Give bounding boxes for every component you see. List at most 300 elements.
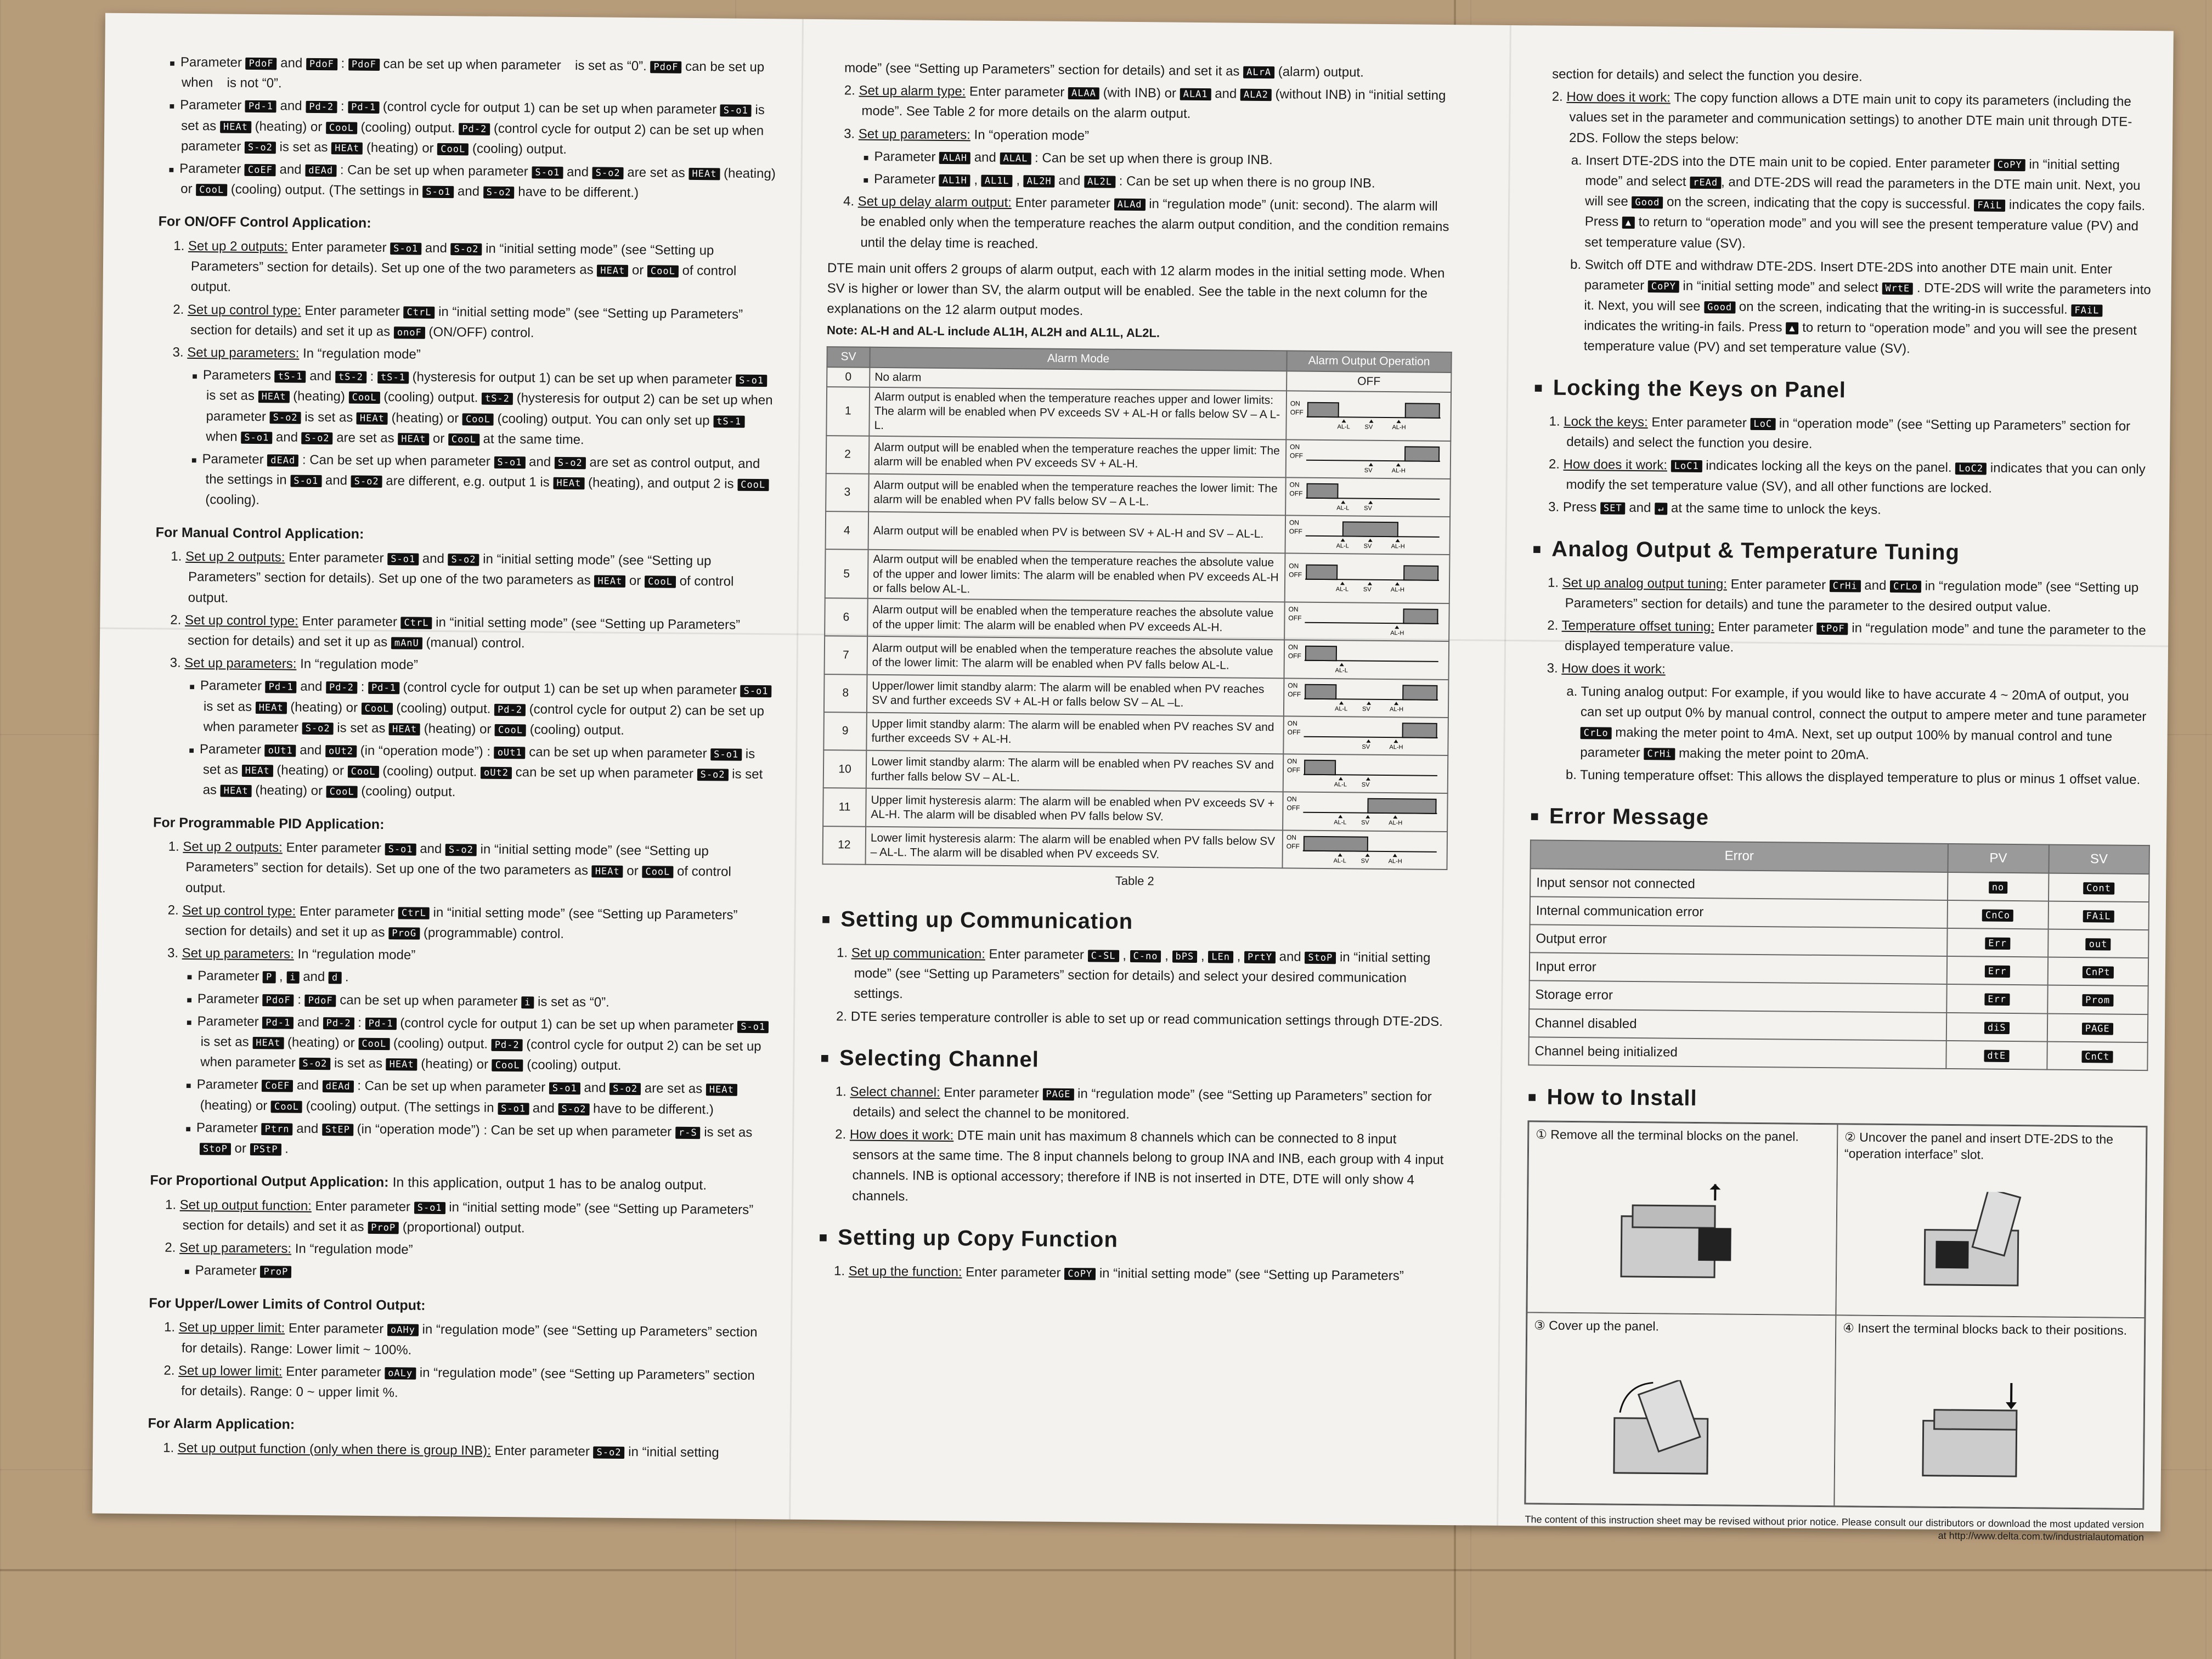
alarm-output-diagram bbox=[1285, 794, 1439, 826]
lcd-parameter-code: HEAt bbox=[256, 702, 287, 714]
lcd-parameter-code: CtrL bbox=[403, 306, 435, 318]
controller-illustration bbox=[1914, 1191, 2046, 1296]
lcd-parameter-code: d bbox=[329, 972, 341, 984]
alarm-steps bbox=[148, 1437, 768, 1463]
lcd-parameter-code: StoP bbox=[200, 1143, 231, 1155]
step-heading: How does it work: bbox=[1566, 89, 1671, 105]
lcd-parameter-code: Pd-2 bbox=[494, 703, 526, 715]
marker-label: AL-H bbox=[1389, 820, 1403, 826]
step-number: 1. bbox=[1549, 414, 1564, 429]
row-sv: 6 bbox=[825, 598, 868, 636]
error-name: Input error bbox=[1530, 953, 1947, 985]
numbered-step bbox=[1532, 658, 2152, 684]
marker bbox=[1338, 853, 1342, 856]
lcd-parameter-code: CoPY bbox=[1648, 280, 1679, 292]
lcd-parameter-code: CoPY bbox=[1994, 159, 2025, 171]
error-sv bbox=[2047, 957, 2148, 986]
marker-label: AL-H bbox=[1389, 743, 1403, 750]
lcd-parameter-code: FAiL bbox=[1974, 199, 2005, 211]
row-alarm-mode: Alarm output is enabled when the temperature reaches upper and lower limits: The alarm will be enabled when PV exceeds SV + AL-H or falls below SV – A L-L. bbox=[869, 387, 1286, 439]
lcd-display-code: Cont bbox=[2083, 882, 2114, 894]
step-heading: How does it work: bbox=[1563, 456, 1668, 473]
marker bbox=[1393, 740, 1398, 743]
table-row bbox=[823, 750, 1448, 793]
lcd-parameter-code: Pd-1 bbox=[348, 101, 379, 114]
lcd-parameter-code: ProG bbox=[388, 927, 420, 939]
lcd-display-code: out bbox=[2086, 938, 2111, 950]
lcd-parameter-code: S-o1 bbox=[720, 105, 752, 117]
step-heading: How does it work: bbox=[1561, 661, 1666, 677]
lcd-parameter-code: tS-1 bbox=[275, 371, 306, 383]
bullet-item: ■ Parameter Ptrn and StEP (in “operation mode”) : Can be set up when parameter r-S is set as StoP or PStP . bbox=[150, 1117, 771, 1163]
error-table-body bbox=[1528, 868, 2149, 1070]
on-label: ON bbox=[1289, 481, 1300, 489]
bullet-item: ■ Parameter oUt1 and oUt2 (in “operation mode”) : oUt1 can be set up when parameter S-o1 is set as HEAt (heating) or CooL (cooling) output. oUt2 can be set up when parameter S-o2 is set as HEAt (heating) or CooL (cooling) output. bbox=[153, 738, 774, 805]
error-name: Output error bbox=[1530, 924, 1947, 956]
lcd-parameter-code: r-S bbox=[675, 1126, 701, 1138]
table-caption: Table 2 bbox=[1115, 873, 1154, 888]
marker bbox=[1340, 663, 1344, 667]
row-alarm-mode: Upper/lower limit standby alarm: The alarm will be enabled when PV reaches SV and further exceeds SV + AL-H or falls below SV – AL –L. bbox=[867, 674, 1284, 716]
lcd-parameter-code: S-o2 bbox=[302, 432, 333, 444]
lcd-parameter-code: PAGE bbox=[1042, 1088, 1074, 1100]
lcd-display-code: CnCo bbox=[1982, 909, 2013, 921]
error-pv bbox=[1947, 928, 2048, 957]
marker-label: SV bbox=[1364, 505, 1372, 511]
row-alarm-mode: Lower limit hysteresis alarm: The alarm will be enabled when PV falls below SV – AL-L. The alarm will be disabled when PV exceeds SV. bbox=[866, 826, 1283, 868]
numbered-step: 2. DTE series temperature controller is able to set up or read communication settings through DTE-2DS. bbox=[836, 1008, 1443, 1029]
row-alarm-mode: Alarm output will be enabled when the temperature reaches the absolute value of the upper and lower limits: The alarm will be enabled when PV exceeds AL-H or falls below AL-L. bbox=[868, 550, 1285, 602]
manual-sub-bullets bbox=[153, 675, 774, 805]
section-analog-output: ■ Analog Output & Temperature Tuning bbox=[1532, 532, 2152, 571]
lcd-parameter-code: S-o1 bbox=[390, 242, 421, 255]
lcd-parameter-code: HEAt bbox=[689, 168, 720, 180]
off-label: OFF bbox=[1288, 614, 1302, 622]
table-row bbox=[826, 436, 1451, 479]
lcd-parameter-code: S-o2 bbox=[445, 844, 477, 856]
lcd-parameter-code: S-o1 bbox=[736, 375, 767, 387]
step-number: 3. bbox=[170, 655, 185, 671]
on-label: ON bbox=[1290, 399, 1300, 408]
lcd-parameter-code: S-o1 bbox=[414, 1201, 445, 1214]
lcd-parameter-code: Pd-2 bbox=[492, 1039, 523, 1051]
marker-label: AL-H bbox=[1391, 543, 1405, 549]
table-row bbox=[824, 674, 1449, 718]
lcd-parameter-code: PdoF bbox=[306, 58, 337, 70]
prop-steps bbox=[149, 1194, 770, 1263]
step-number: 2. bbox=[1551, 89, 1567, 105]
lcd-parameter-code: mAnU bbox=[391, 637, 422, 649]
step-number: 1. bbox=[833, 1263, 849, 1279]
step-number: 4. bbox=[843, 194, 858, 209]
numbered-step: b. Tuning temperature offset: This allows the displayed temperature to plus or minus 1 offset value. bbox=[1565, 768, 2141, 788]
lcd-parameter-code: dEAd bbox=[323, 1080, 354, 1092]
lcd-parameter-code: CoEF bbox=[245, 164, 276, 176]
marker-label: SV bbox=[1362, 743, 1370, 750]
numbered-step: 2. Set up control type: Enter parameter CtrL in “initial setting mode” (see “Setting up Parameters” section for details) and set it up as mAnU (manual) control. bbox=[170, 612, 741, 651]
marker bbox=[1395, 625, 1399, 629]
step-number: 2. bbox=[167, 902, 183, 918]
on-label: ON bbox=[1288, 681, 1298, 690]
lcd-parameter-code: ▲ bbox=[1786, 323, 1798, 335]
lcd-parameter-code: HEAt bbox=[389, 723, 420, 735]
lcd-parameter-code: S-o2 bbox=[299, 1058, 330, 1070]
lcd-parameter-code: C-SL bbox=[1088, 950, 1119, 962]
step-number: 3. bbox=[172, 345, 188, 360]
marker-label: SV bbox=[1363, 543, 1372, 549]
lcd-parameter-code: PrtY bbox=[1244, 951, 1276, 963]
marker bbox=[1394, 702, 1398, 705]
prop-heading-tail: In this application, output 1 has to be analog output. bbox=[388, 1175, 707, 1193]
row-sv: 11 bbox=[823, 788, 866, 826]
marker bbox=[1341, 538, 1345, 541]
lcd-display-code: FAiL bbox=[2083, 910, 2114, 922]
error-sv bbox=[2047, 1041, 2148, 1070]
step-number: 1. bbox=[163, 1319, 179, 1335]
marker bbox=[1366, 740, 1370, 743]
numbered-step: 1. Set up 2 outputs: Enter parameter S-o1 and S-o2 in “initial setting mode” (see “Setting up Parameters” section for details). Set up one of the two parameters as HEAt or CooL of control output. bbox=[171, 549, 734, 606]
bullet-item: ■ Parameter PdoF and PdoF : PdoF can be set up when parameter is set as “0”. PdoF can be set up when is not “0”. bbox=[160, 52, 780, 98]
lcd-parameter-code: tS-1 bbox=[713, 415, 744, 427]
row-sv: 1 bbox=[826, 387, 870, 436]
lcd-parameter-code: CooL bbox=[437, 143, 469, 155]
row-sv: 4 bbox=[826, 511, 869, 550]
row-alarm-output bbox=[1283, 754, 1448, 793]
alarm-output-diagram bbox=[1285, 832, 1439, 864]
lcd-parameter-code: CooL bbox=[462, 413, 494, 425]
on-region bbox=[1343, 522, 1398, 537]
copy-substeps bbox=[1534, 150, 2156, 362]
numbered-step: 1. Lock the keys: Enter parameter LoC in “operation mode” (see “Setting up Parameters” section for details) and select the function you desire. bbox=[1549, 414, 2131, 452]
lcd-parameter-code: HEAt bbox=[386, 1058, 417, 1070]
error-name: Storage error bbox=[1529, 981, 1946, 1013]
row-alarm-output bbox=[1284, 602, 1449, 641]
fold-line bbox=[789, 19, 804, 1520]
error-sv bbox=[2048, 929, 2149, 958]
alarm-sub-bullets bbox=[828, 146, 1454, 194]
lcd-parameter-code: CooL bbox=[271, 1101, 302, 1113]
marker bbox=[1340, 582, 1345, 585]
numbered-step: 1. Set up the function: Enter parameter CoPY in “initial setting mode” (see “Setting up Parameters” bbox=[833, 1263, 1404, 1284]
step-heading: Set up parameters: bbox=[184, 656, 297, 672]
step-number: 1. bbox=[168, 839, 183, 855]
lcd-parameter-code: LoC bbox=[1750, 417, 1775, 430]
lcd-parameter-code: S-o2 bbox=[610, 1083, 641, 1095]
step-number: 3. bbox=[167, 945, 182, 961]
lcd-parameter-code: PdoF bbox=[246, 58, 277, 70]
install-step-1 bbox=[1527, 1121, 1837, 1315]
numbered-step: 3. Set up parameters: In “operation mode” bbox=[844, 126, 1090, 143]
lcd-display-code: CnCt bbox=[2081, 1051, 2113, 1063]
fold-line bbox=[1497, 25, 1511, 1526]
error-name: Input sensor not connected bbox=[1530, 868, 1948, 900]
off-label: OFF bbox=[1286, 804, 1300, 812]
step-heading: Set up alarm type: bbox=[859, 83, 966, 99]
table-row bbox=[825, 549, 1450, 603]
row-sv: 5 bbox=[825, 549, 868, 598]
prop-heading bbox=[150, 1170, 770, 1197]
manual-heading: For Manual Control Application: bbox=[155, 524, 364, 542]
numbered-step: 3. Press SET and ↵ at the same time to unlock the keys. bbox=[1548, 499, 1881, 518]
marker-label: AL-H bbox=[1390, 586, 1405, 592]
alarm-output-diagram bbox=[1286, 756, 1440, 788]
lcd-parameter-code: Pd-1 bbox=[368, 682, 399, 694]
row-sv: 10 bbox=[823, 750, 867, 788]
lcd-parameter-code: CooL bbox=[326, 786, 358, 798]
lcd-parameter-code: Pd-2 bbox=[323, 1017, 354, 1029]
footnote: The content of this instruction sheet may be revised without prior notice. Please consult our distributors or download the most updated version at http://www.delta.com.tw/industrialautomation bbox=[1525, 1514, 2145, 1543]
lcd-parameter-code: HEAt bbox=[706, 1084, 737, 1096]
marker-label: SV bbox=[1364, 467, 1373, 473]
row-sv: 0 bbox=[827, 367, 870, 387]
numbered-step: 1. Set up output function (only when there is group INB): Enter parameter S-o2 in “initial setting bbox=[163, 1440, 719, 1460]
locking-steps bbox=[1533, 411, 2154, 523]
step-number: b. bbox=[1565, 768, 1581, 783]
lcd-parameter-code: S-o1 bbox=[737, 1020, 769, 1032]
table-row bbox=[823, 712, 1448, 755]
pid-sub-bullets bbox=[150, 966, 772, 1164]
error-sv bbox=[2047, 1013, 2148, 1042]
on-label: ON bbox=[1288, 605, 1299, 613]
step-heading: Set up output function: bbox=[179, 1197, 312, 1214]
lcd-parameter-code: dEAd bbox=[305, 165, 336, 177]
lcd-parameter-code: CooL bbox=[349, 392, 380, 404]
lcd-parameter-code: WrtE bbox=[1882, 283, 1913, 295]
on-region bbox=[1304, 836, 1368, 851]
lcd-parameter-code: PdoF bbox=[348, 58, 380, 70]
section-channel: ■ Selecting Channel bbox=[820, 1041, 1446, 1080]
lcd-parameter-code: Pd-2 bbox=[326, 682, 357, 694]
section-copy: ■ Setting up Copy Function bbox=[819, 1220, 1444, 1260]
lcd-parameter-code: oUt2 bbox=[481, 767, 512, 779]
error-pv bbox=[1946, 1013, 2047, 1042]
numbered-step: 1. Select channel: Enter parameter PAGE in “regulation mode” (see “Setting up Parameters” section for details) and select the channel to be monitored. bbox=[835, 1084, 1432, 1122]
alarm-output-diagram bbox=[1288, 561, 1441, 592]
lcd-parameter-code: S-o1 bbox=[385, 843, 416, 855]
lcd-parameter-code: HEAt bbox=[258, 391, 290, 403]
lcd-parameter-code: HEAt bbox=[553, 477, 584, 489]
alarm-note: Note: AL-H and AL-L include AL1H, AL2H and AL1L, AL2L. bbox=[826, 323, 1160, 340]
column-2 bbox=[819, 58, 1454, 1289]
lcd-parameter-code: S-o1 bbox=[422, 186, 454, 198]
row-alarm-mode: Alarm output will be enabled when the temperature reaches the lower limit: The alarm will be enabled when PV falls below SV – A L-L. bbox=[868, 474, 1286, 516]
step-heading: Set up parameters: bbox=[858, 126, 971, 142]
numbered-step: 1. Set up communication: Enter parameter C-SL , C-no , bPS , LEn , PrtY and StoP in “initial setting mode” (see “Setting up Parameters” section for details) and select your desired communication settings. bbox=[836, 945, 1431, 1002]
error-name: Channel disabled bbox=[1529, 1009, 1946, 1041]
bullet-item: ■ Parameter P , i and d . bbox=[152, 966, 772, 991]
step-number: b. bbox=[1570, 257, 1585, 272]
lcd-parameter-code: Good bbox=[1704, 301, 1735, 313]
numbered-step: 2. Set up control type: Enter parameter CtrL in “initial setting mode” (see “Setting up Parameters” section for details) and set it up as ProG (programmable) control. bbox=[167, 902, 738, 941]
marker-label: AL-L bbox=[1334, 705, 1348, 712]
controller-illustration bbox=[1603, 1379, 1736, 1485]
lcd-parameter-code: oAHy bbox=[387, 1324, 419, 1336]
off-label: OFF bbox=[1290, 408, 1304, 416]
on-label: ON bbox=[1290, 443, 1300, 451]
header-alarm-mode: Alarm Mode bbox=[870, 347, 1286, 371]
channel-steps bbox=[819, 1081, 1446, 1211]
numbered-step: 2. Set up alarm type: Enter parameter ALAA (with INB) or ALA1 and ALA2 (without INB) in “initial setting mode”. See Table 2 for more details on the alarm output. bbox=[844, 83, 1446, 122]
lcd-parameter-code: ALAH bbox=[939, 152, 970, 164]
section-install: ■ How to Install bbox=[1528, 1080, 2148, 1119]
lcd-parameter-code: tS-1 bbox=[377, 371, 409, 383]
step-number: 2. bbox=[165, 1240, 180, 1256]
lcd-parameter-code: S-o2 bbox=[448, 554, 479, 566]
row-alarm-output bbox=[1284, 678, 1449, 718]
marker-label: SV bbox=[1361, 819, 1369, 826]
marker-label: AL-L bbox=[1336, 505, 1350, 511]
on-label: ON bbox=[1286, 833, 1297, 842]
row-alarm-mode: Alarm output will be enabled when the temperature reaches the absolute value of the upper limit: The alarm will be enabled when PV exceeds AL-H. bbox=[867, 599, 1285, 640]
alarm-step-continued: mode” (see “Setting up Parameters” section for details) and set it as ALrA (alarm) output. bbox=[844, 60, 1364, 80]
step-heading: Set up 2 outputs: bbox=[185, 549, 285, 565]
alarm-output-diagram bbox=[1288, 517, 1442, 549]
marker-label: AL-H bbox=[1392, 424, 1406, 430]
lcd-parameter-code: Pd-1 bbox=[365, 1018, 397, 1030]
bullet-item: ■ Parameter CoEF and dEAd : Can be set up when parameter S-o1 and S-o2 are set as HEAt (heating) or CooL (cooling) output. (The settings in S-o1 and S-o2 have to be different.) bbox=[159, 158, 779, 204]
lcd-parameter-code: HEAt bbox=[220, 121, 251, 133]
on-region bbox=[1308, 402, 1339, 416]
on-region bbox=[1306, 646, 1336, 661]
step-number: 1. bbox=[165, 1197, 180, 1212]
on-label: ON bbox=[1288, 643, 1299, 651]
row-sv: 8 bbox=[824, 674, 867, 713]
numbered-step: 3. Set up parameters: In “regulation mode” bbox=[170, 655, 419, 673]
step-number: a. bbox=[1571, 153, 1586, 168]
copy-steps bbox=[819, 1261, 1444, 1286]
off-label: OFF bbox=[1286, 766, 1301, 774]
on-region bbox=[1306, 565, 1337, 579]
limits-heading: For Upper/Lower Limits of Control Output: bbox=[149, 1295, 426, 1313]
row-alarm-output bbox=[1285, 516, 1450, 555]
step-number: 1. bbox=[835, 1084, 850, 1099]
lcd-display-code: Err bbox=[1984, 994, 2010, 1006]
marker-label: AL-L bbox=[1333, 857, 1346, 864]
onoff-steps bbox=[157, 236, 778, 368]
row-alarm-mode: Upper limit hysteresis alarm: The alarm will be enabled when PV exceeds SV + AL-H. The alarm will be disabled when PV falls below SV. bbox=[866, 788, 1283, 830]
lcd-parameter-code: CooL bbox=[492, 1059, 523, 1071]
alarm-output-diagram bbox=[1289, 441, 1442, 473]
lcd-parameter-code: C-no bbox=[1130, 950, 1161, 962]
lcd-parameter-code: PStP bbox=[250, 1143, 281, 1155]
lcd-parameter-code: Ptrn bbox=[262, 1123, 293, 1135]
marker-label: AL-L bbox=[1336, 543, 1349, 549]
lcd-parameter-code: S-o1 bbox=[241, 432, 272, 444]
lcd-parameter-code: S-o2 bbox=[450, 243, 482, 255]
on-region bbox=[1305, 684, 1336, 698]
lcd-display-code: Err bbox=[1985, 966, 2010, 978]
numbered-step: 2. Set up parameters: In “regulation mode” bbox=[165, 1240, 413, 1257]
step-number: 3. bbox=[1548, 499, 1564, 515]
table-row bbox=[825, 636, 1449, 679]
step-number: 2. bbox=[835, 1127, 850, 1142]
on-region bbox=[1403, 609, 1437, 624]
lcd-parameter-code: Pd-1 bbox=[266, 681, 297, 693]
step-number: 2. bbox=[836, 1008, 851, 1024]
numbered-step: 1. Set up 2 outputs: Enter parameter S-o1 and S-o2 in “initial setting mode” (see “Setting up Parameters” section for details). Set up one of the two parameters as HEAt or CooL of control output. bbox=[173, 238, 737, 295]
manual-steps bbox=[155, 546, 776, 679]
lcd-parameter-code: S-o2 bbox=[558, 1103, 589, 1115]
row-sv: 3 bbox=[826, 473, 869, 512]
on-region bbox=[1307, 484, 1338, 498]
install-step-1-text: ① Remove all the terminal blocks on the panel. bbox=[1536, 1127, 1799, 1144]
step-heading: Set up parameters: bbox=[182, 946, 294, 962]
step-number: 1. bbox=[171, 549, 186, 565]
bullet-item: ■ Parameter ProP bbox=[149, 1260, 769, 1286]
controller-illustration bbox=[1912, 1382, 2045, 1487]
marker-label: SV bbox=[1363, 586, 1372, 592]
row-alarm-output bbox=[1283, 792, 1448, 832]
marker-label: AL-L bbox=[1337, 423, 1350, 430]
lcd-parameter-code: CooL bbox=[358, 1038, 390, 1050]
lcd-parameter-code: CoPY bbox=[1064, 1268, 1096, 1280]
lcd-parameter-code: AL1L bbox=[981, 174, 1013, 187]
row-sv: 12 bbox=[823, 826, 866, 865]
copy-steps-2 bbox=[1536, 87, 2157, 153]
lcd-parameter-code: PdoF bbox=[305, 994, 336, 1006]
lcd-display-code: Prom bbox=[2082, 994, 2113, 1006]
lcd-parameter-code: CooL bbox=[348, 766, 379, 778]
marker bbox=[1368, 539, 1373, 542]
step-number: 2. bbox=[844, 83, 859, 98]
lcd-display-code: Err bbox=[1985, 938, 2010, 950]
off-label: OFF bbox=[1288, 652, 1301, 661]
error-pv bbox=[1946, 1041, 2047, 1070]
lcd-parameter-code: CooL bbox=[326, 122, 357, 134]
marker bbox=[1366, 777, 1370, 781]
marker-label: AL-H bbox=[1390, 630, 1404, 636]
on-label: ON bbox=[1289, 518, 1300, 527]
lcd-parameter-code: ALAA bbox=[1068, 87, 1099, 99]
marker bbox=[1339, 777, 1343, 780]
lcd-parameter-code: CooL bbox=[642, 866, 673, 878]
lcd-parameter-code: S-o1 bbox=[498, 1102, 529, 1114]
row-alarm-output bbox=[1285, 477, 1451, 517]
step-heading: Set up lower limit: bbox=[178, 1363, 283, 1379]
on-region bbox=[1368, 799, 1436, 814]
numbered-step: 2. Temperature offset tuning: Enter parameter tPoF in “regulation mode” and tune the parameter to the displayed temperature value. bbox=[1547, 618, 2146, 655]
on-region bbox=[1404, 566, 1438, 580]
lcd-parameter-code: S-o1 bbox=[494, 456, 525, 469]
lcd-parameter-code: CooL bbox=[645, 576, 676, 588]
step-number: 3. bbox=[844, 126, 859, 142]
lcd-parameter-code: tS-2 bbox=[482, 393, 513, 405]
marker-label: SV bbox=[1361, 781, 1370, 788]
lcd-parameter-code: CooL bbox=[647, 265, 679, 277]
lcd-parameter-code: AL1H bbox=[939, 174, 970, 187]
step-number: 2. bbox=[173, 302, 188, 317]
install-step-2-text: ② Uncover the panel and insert DTE-2DS to the “operation interface” slot. bbox=[1844, 1130, 2114, 1162]
lcd-parameter-code: StoP bbox=[1305, 952, 1336, 964]
lcd-parameter-code: S-o1 bbox=[532, 166, 563, 178]
numbered-step: 2. How does it work: DTE main unit has maximum 8 channels which can be connected to 8 input sensors at the same time. The 8 input channels belong to group INA and INB, each group with 4 input channels. INB is optional accessory; therefore if INB is not inserted in DTE, DTE will only show 4 channels. bbox=[835, 1127, 1444, 1204]
alarm-output-diagram bbox=[1286, 680, 1440, 712]
lcd-parameter-code: S-o2 bbox=[593, 1446, 624, 1458]
marker-label: AL-H bbox=[1389, 706, 1404, 712]
step-heading: Select channel: bbox=[850, 1084, 940, 1100]
off-label: OFF bbox=[1289, 527, 1302, 535]
marker bbox=[1368, 501, 1373, 504]
lcd-parameter-code: LEn bbox=[1208, 951, 1233, 963]
install-step-4 bbox=[1834, 1315, 2145, 1509]
error-pv bbox=[1947, 956, 2048, 985]
step-heading: Set up control type: bbox=[187, 302, 301, 318]
step-number: 1. bbox=[1547, 575, 1562, 590]
error-pv bbox=[1948, 900, 2049, 929]
lcd-parameter-code: PdoF bbox=[650, 61, 681, 73]
table-row bbox=[823, 826, 1448, 870]
on-region bbox=[1406, 403, 1440, 418]
